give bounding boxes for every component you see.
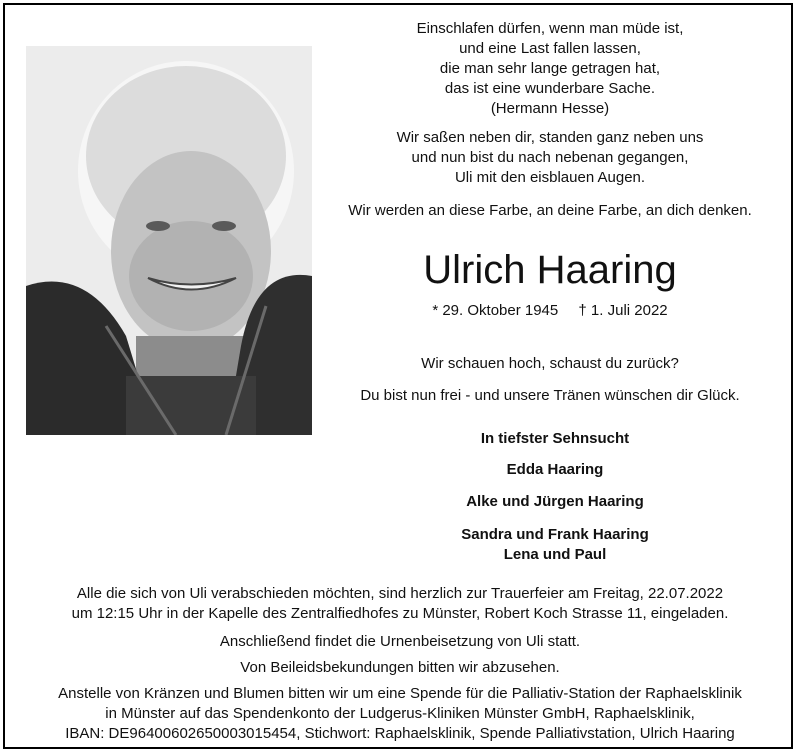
poem-line: Einschlafen dürfen, wenn man müde ist, [416,20,684,37]
signature-name: Sandra und Frank Haaring [461,526,649,543]
poem-line: Uli mit den eisblauen Augen. [454,169,646,186]
quote-line-1: Wir schauen hoch, schaust du zurück? [421,355,679,372]
notice-line: um 12:15 Uhr in der Kapelle des Zentralfiedhofes zu Münster, Robert Koch Strasse 11, eingeladen. [71,605,729,622]
condolence-notice: Von Beileidsbekundungen bitten wir abzusehen. [240,659,560,676]
signature-name: Lena und Paul [503,546,607,563]
poem-line-3: Wir werden an diese Farbe, an deine Farbe, an dich denken. [348,202,752,219]
signature-name: Alke und Jürgen Haaring [466,493,644,510]
poem-stanza-2 [320,128,780,188]
life-dates [320,302,780,319]
donation-notice [10,684,790,744]
birth-date: * 29. Oktober 1945 [432,302,559,319]
poem-line: das ist eine wunderbare Sache. [444,80,656,97]
poem-line: Wir saßen neben dir, standen ganz neben uns [396,129,704,146]
portrait-photo [26,46,312,435]
deceased-name: Ulrich Haaring [423,248,677,292]
signature-name: Edda Haaring [506,461,604,478]
urn-burial-notice: Anschließend findet die Urnenbeisetzung von Uli statt. [219,633,581,650]
quote-line-2: Du bist nun frei - und unsere Tränen wünschen dir Glück. [360,387,740,404]
notice-line: IBAN: DE96400602650003015454, Stichwort: Raphaelsklinik, Spende Palliativstation, Ulrich Haaring [65,725,735,742]
poem-author: (Hermann Hesse) [490,100,610,117]
notice-line: Anstelle von Kränzen und Blumen bitten wir um eine Spende für die Palliativ-Station der Raphaelsklinik [58,685,742,702]
death-date: † 1. Juli 2022 [578,302,668,319]
poem-line: die man sehr lange getragen hat, [439,60,661,77]
funeral-notice [10,584,790,624]
signature-group [340,525,770,565]
poem-line: und eine Last fallen lassen, [459,40,641,57]
notice-line: Alle die sich von Uli verabschieden möchten, sind herzlich zur Trauerfeier am Freitag, 22.07.2022 [76,585,724,602]
notice-line: in Münster auf das Spendenkonto der Ludgerus-Kliniken Münster GmbH, Raphaelsklinik, [105,705,695,722]
poem-line: und nun bist du nach nebenan gegangen, [411,149,689,166]
poem-stanza-1 [320,19,780,119]
signature-intro: In tiefster Sehnsucht [480,430,630,447]
